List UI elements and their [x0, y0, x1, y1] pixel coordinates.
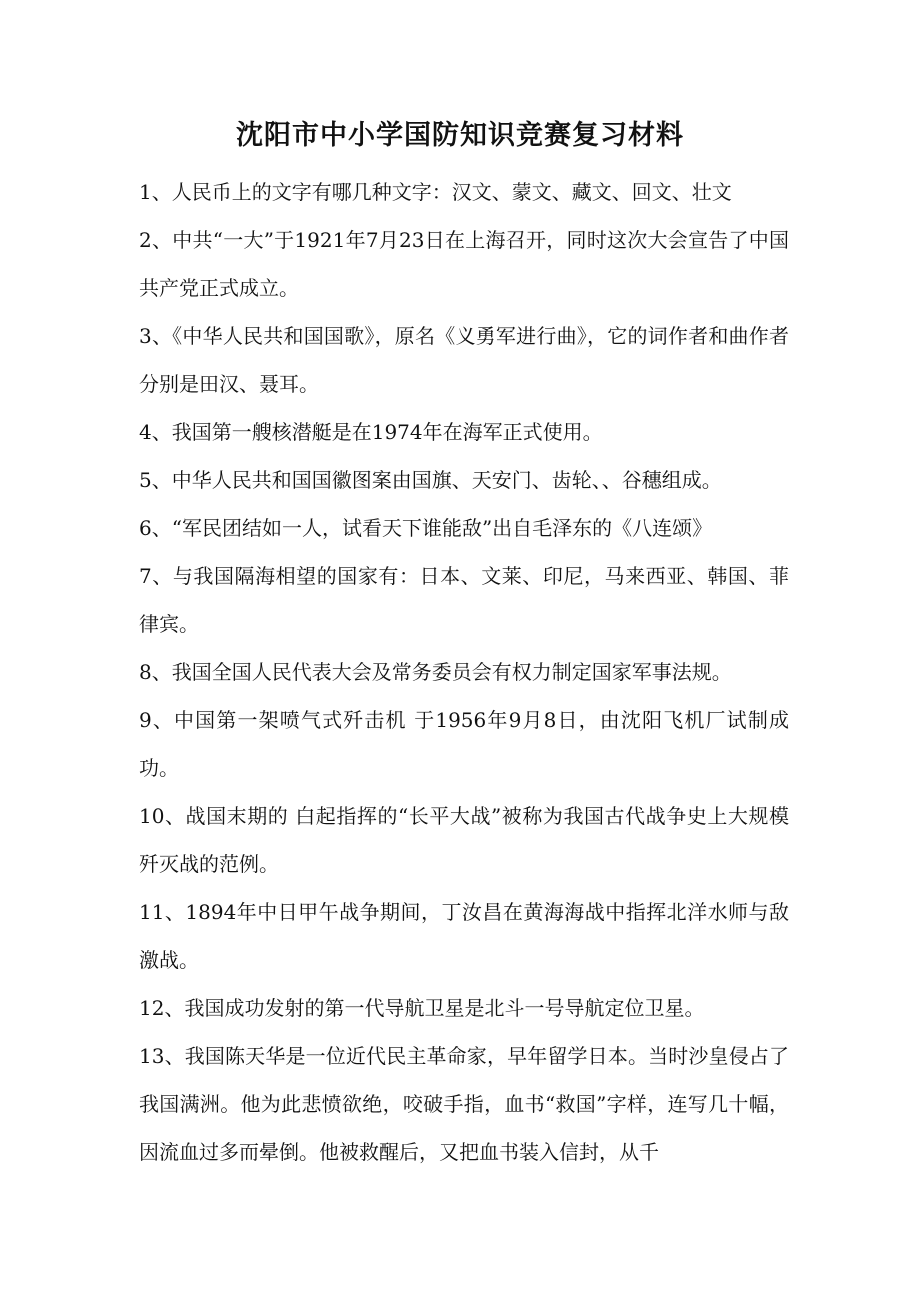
- list-item: 3、《中华人民共和国国歌》，原名《义勇军进行曲》，它的词作者和曲作者分别是田汉、聂耳。: [139, 324, 789, 396]
- list-item: 1、人民币上的文字有哪几种文字：汉文、蒙文、藏文、回文、壮文: [139, 180, 732, 204]
- document-title: 沈阳市中小学国防知识竞赛复习材料: [236, 120, 684, 151]
- list-item: 8、我国全国人民代表大会及常务委员会有权力制定国家军事法规。: [139, 660, 732, 684]
- list-item: 2、中共“一大”于1921年7月23日在上海召开，同时这次大会宣告了中国共产党正式成立。: [139, 228, 789, 300]
- list-item: 5、中华人民共和国国徽图案由国旗、天安门、齿轮、、谷穗组成。: [139, 468, 722, 492]
- document-body: [139, 168, 789, 1176]
- list-item: 6、“军民团结如一人，试看天下谁能敌”出自毛泽东的《八连颂》: [139, 516, 713, 540]
- list-item: 9、中国第一架喷气式歼击机 于1956年9月8日，由沈阳飞机厂试制成功。: [139, 708, 789, 780]
- list-item: 7、与我国隔海相望的国家有：日本、文莱、印尼，马来西亚、韩国、菲律宾。: [139, 564, 789, 636]
- list-item: 11、1894年中日甲午战争期间，丁汝昌在黄海海战中指挥北洋水师与敌激战。: [139, 900, 789, 972]
- list-item: 13、我国陈天华是一位近代民主革命家，早年留学日本。当时沙皇侵占了我国满洲。他为此悲愤欲绝，咬破手指，血书“救国”字样，连写几十幅，因流血过多而晕倒。他被救醒后，又把血书装入信封，从千: [139, 1044, 789, 1164]
- list-item: 4、我国第一艘核潜艇是在1974年在海军正式使用。: [139, 420, 603, 444]
- list-item: 12、我国成功发射的第一代导航卫星是北斗一号导航定位卫星。: [139, 996, 705, 1020]
- list-item: 10、战国末期的 白起指挥的“长平大战”被称为我国古代战争史上大规模歼灭战的范例。: [139, 804, 789, 876]
